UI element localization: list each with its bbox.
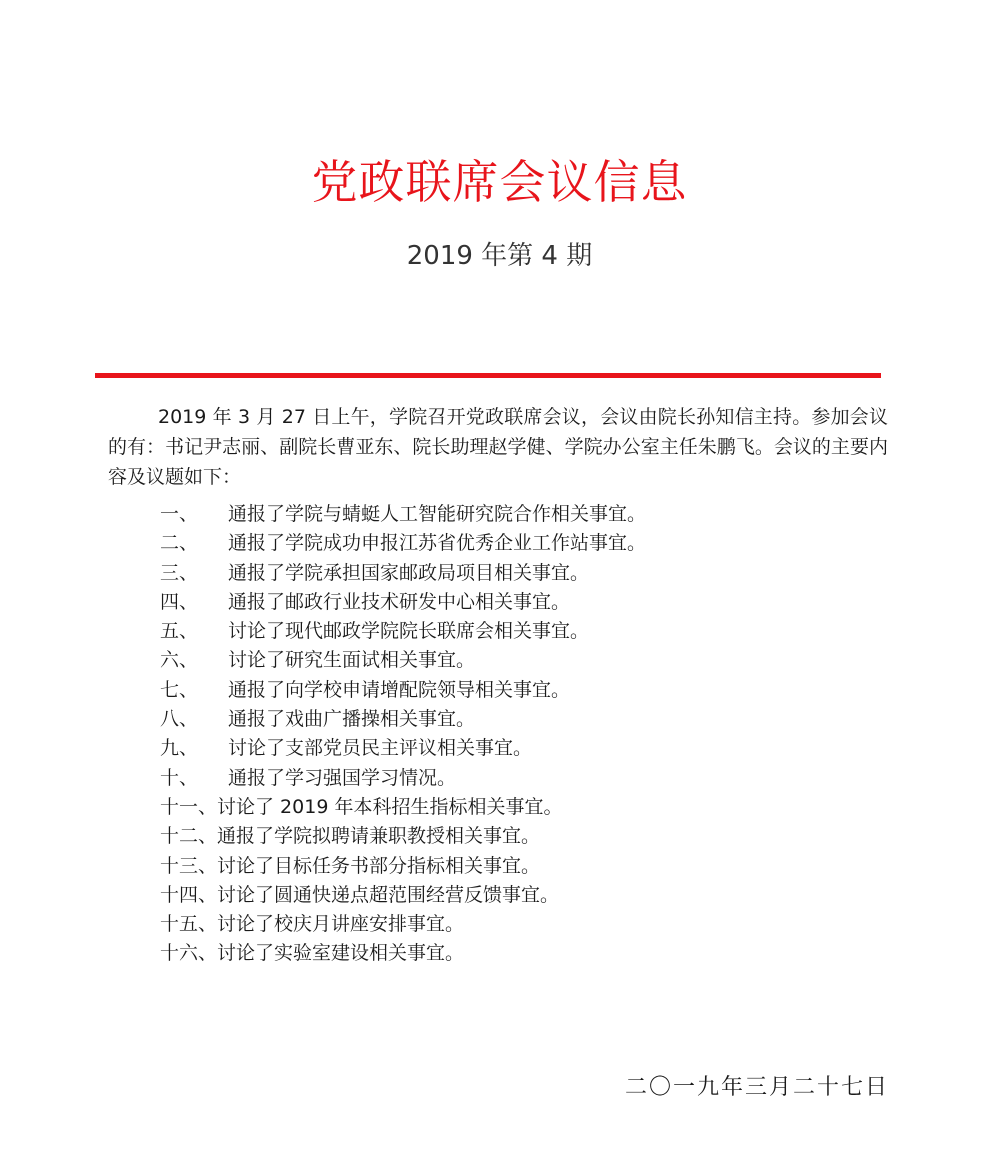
item-text: 讨论了支部党员民主评议相关事宜。 bbox=[228, 737, 533, 760]
item-number: 八、 bbox=[160, 708, 199, 731]
item-number: 五、 bbox=[160, 620, 199, 643]
item-text: 通报了向学校申请增配院领导相关事宜。 bbox=[228, 678, 571, 701]
list-item bbox=[160, 734, 880, 763]
list-item bbox=[160, 764, 880, 793]
item-text: 通报了学院承担国家邮政局项目相关事宜。 bbox=[228, 561, 590, 584]
item-text: 讨论了现代邮政学院院长联席会相关事宜。 bbox=[228, 620, 590, 643]
list-item bbox=[160, 676, 880, 705]
item-text: 讨论了目标任务书部分指标相关事宜。 bbox=[217, 854, 541, 877]
list-item bbox=[160, 529, 880, 558]
list-item bbox=[160, 617, 880, 646]
document-date: 二〇一九年三月二十七日 bbox=[624, 1075, 889, 1100]
item-number: 一、 bbox=[160, 503, 199, 525]
list-item bbox=[160, 793, 880, 822]
list-item bbox=[160, 852, 880, 881]
item-number: 三、 bbox=[160, 561, 199, 584]
agenda-list bbox=[160, 500, 880, 969]
item-number: 二、 bbox=[160, 532, 199, 555]
list-item bbox=[160, 881, 880, 910]
red-divider bbox=[95, 373, 881, 378]
list-item bbox=[160, 705, 880, 734]
issue-number: 2019 年第 4 期 bbox=[406, 241, 593, 271]
list-item bbox=[160, 822, 880, 851]
item-text: 通报了邮政行业技术研发中心相关事宜。 bbox=[228, 590, 571, 613]
list-item bbox=[160, 500, 880, 529]
intro-paragraph: 2019 年 3 月 27 日上午，学院召开党政联席会议，会议由院长孙知信主持。参加会议的有：书记尹志丽、副院长曹亚东、院长助理赵学健、学院办公室主任朱鹏飞。会议的主要内容及议题如下： bbox=[108, 406, 888, 488]
item-text: 通报了戏曲广播操相关事宜。 bbox=[228, 708, 476, 731]
list-item bbox=[160, 588, 880, 617]
list-item bbox=[160, 559, 880, 588]
item-number: 六、 bbox=[160, 649, 199, 672]
list-item bbox=[160, 646, 880, 675]
item-number: 十四、 bbox=[160, 883, 218, 906]
item-text: 通报了学院成功申报江苏省优秀企业工作站事宜。 bbox=[228, 532, 647, 555]
item-number: 四、 bbox=[160, 590, 199, 613]
list-item bbox=[160, 910, 880, 939]
item-text: 通报了学习强国学习情况。 bbox=[228, 766, 457, 789]
item-number: 十一、 bbox=[160, 795, 218, 818]
item-number: 十六、 bbox=[160, 942, 218, 965]
item-text: 讨论了校庆月讲座安排事宜。 bbox=[217, 913, 465, 936]
item-number: 十、 bbox=[160, 766, 199, 789]
item-text: 通报了学院拟聘请兼职教授相关事宜。 bbox=[217, 825, 541, 848]
list-item bbox=[160, 939, 880, 968]
item-number: 十五、 bbox=[160, 913, 218, 936]
item-text: 讨论了研究生面试相关事宜。 bbox=[228, 649, 476, 672]
item-number: 十二、 bbox=[160, 825, 218, 848]
item-text: 讨论了实验室建设相关事宜。 bbox=[217, 942, 465, 965]
item-number: 七、 bbox=[160, 678, 199, 701]
document-title: 党政联席会议信息 bbox=[311, 155, 688, 209]
item-text: 通报了学院与蜻蜓人工智能研究院合作相关事宜。 bbox=[228, 503, 647, 525]
item-number: 十三、 bbox=[160, 854, 218, 877]
item-text: 讨论了 2019 年本科招生指标相关事宜。 bbox=[217, 795, 563, 818]
item-number: 九、 bbox=[160, 737, 199, 760]
item-text: 讨论了圆通快递点超范围经营反馈事宜。 bbox=[217, 883, 560, 906]
